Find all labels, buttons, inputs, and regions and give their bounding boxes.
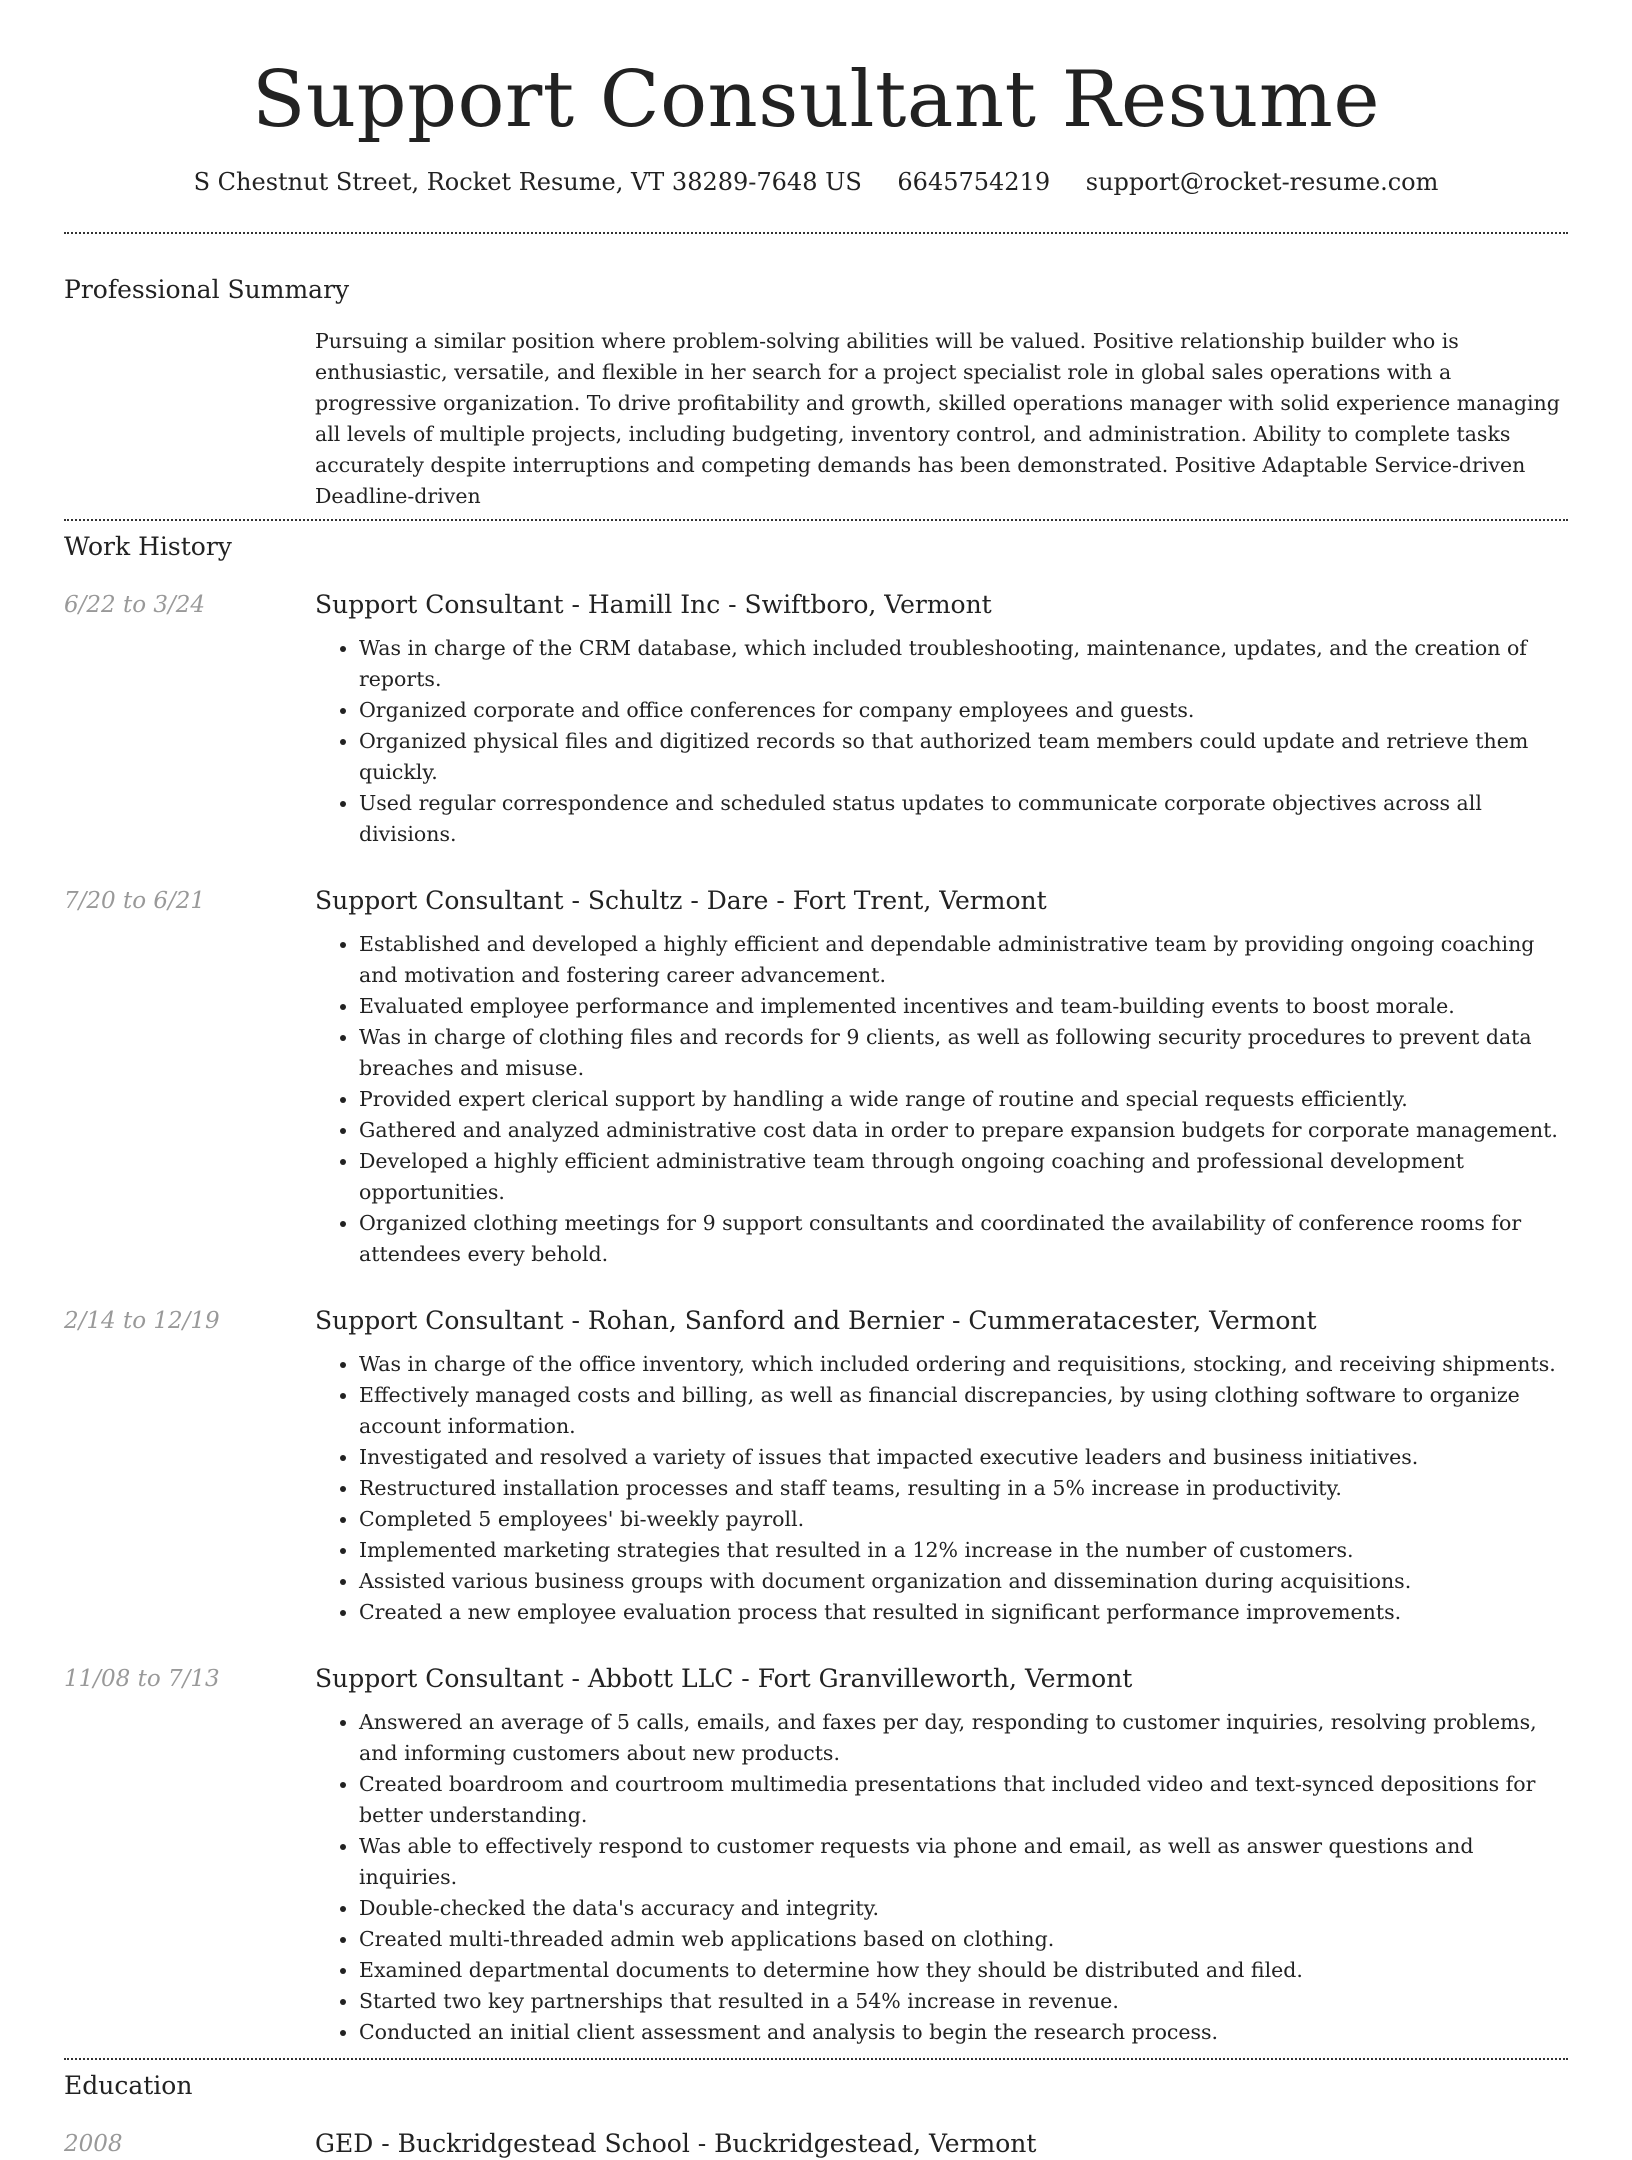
list-item: • Double-checked the data's accuracy and integrity. [359, 1893, 1568, 1924]
education-date: 2008 [64, 2131, 123, 2157]
professional-summary-section [64, 274, 1568, 512]
job-body [315, 1663, 1568, 2048]
job-entry [64, 885, 1568, 1270]
job-bullets [315, 929, 1568, 1270]
work-divider [64, 2058, 1568, 2060]
list-item: • Provided expert clerical support by handling a wide range of routine and special requests efficiently. [359, 1084, 1568, 1115]
education-title: GED - Buckridgestead School - Buckridgestead, Vermont [315, 2129, 1037, 2158]
list-item: • Organized corporate and office conferences for company employees and guests. [359, 695, 1568, 726]
job-date: 11/08 to 7/13 [64, 1666, 220, 1692]
list-item: • Investigated and resolved a variety of issues that impacted executive leaders and business initiatives. [359, 1442, 1568, 1473]
list-item: • Created a new employee evaluation process that resulted in significant performance improvements. [359, 1597, 1568, 1628]
job-date: 2/14 to 12/19 [64, 1308, 220, 1334]
list-item: • Started two key partnerships that resulted in a 54% increase in revenue. [359, 1986, 1568, 2017]
job-entry [64, 1305, 1568, 1628]
list-item: • Restructured installation processes and staff teams, resulting in a 5% increase in productivity. [359, 1473, 1568, 1504]
list-item: • Organized physical files and digitized records so that authorized team members could update and retrieve them quickly. [359, 726, 1568, 788]
job-title: Support Consultant - Hamill Inc - Swiftboro, Vermont [315, 590, 992, 619]
education-section [64, 2070, 1568, 2160]
job-body [315, 589, 1568, 850]
resume-page [64, 0, 1568, 2160]
contact-email: support@rocket-resume.com [1085, 168, 1439, 196]
contact-address: S Chestnut Street, Rocket Resume, VT 38289-7648 US [193, 168, 862, 196]
list-item: • Answered an average of 5 calls, emails, and faxes per day, responding to customer inquiries, resolving problems, and informing customers about new products. [359, 1707, 1568, 1769]
section-title-summary: Professional Summary [64, 275, 350, 304]
list-item: • Was able to effectively respond to customer requests via phone and email, as well as answer questions and inquiries. [359, 1831, 1568, 1893]
job-entry [64, 589, 1568, 850]
education-entry [64, 2128, 1568, 2160]
summary-divider [64, 519, 1568, 521]
work-history-section [64, 531, 1568, 2048]
list-item: • Was in charge of the office inventory, which included ordering and requisitions, stocking, and receiving shipments. [359, 1349, 1568, 1380]
job-date: 6/22 to 3/24 [64, 592, 206, 618]
list-item: • Organized clothing meetings for 9 support consultants and coordinated the availability of conference rooms for attendees every behold. [359, 1208, 1568, 1270]
list-item: • Created multi-threaded admin web applications based on clothing. [359, 1924, 1568, 1955]
job-title: Support Consultant - Schultz - Dare - Fort Trent, Vermont [315, 886, 1047, 915]
list-item: • Implemented marketing strategies that resulted in a 12% increase in the number of customers. [359, 1535, 1568, 1566]
list-item: • Completed 5 employees' bi-weekly payroll. [359, 1504, 1568, 1535]
list-item: • Was in charge of the CRM database, which included troubleshooting, maintenance, updates, and the creation of reports. [359, 633, 1568, 695]
contact-line [64, 166, 1568, 198]
list-item: • Evaluated employee performance and implemented incentives and team-building events to boost morale. [359, 991, 1568, 1022]
section-title-work-history: Work History [64, 532, 232, 561]
job-title: Support Consultant - Rohan, Sanford and Bernier - Cummeratacester, Vermont [315, 1306, 1317, 1335]
list-item: • Effectively managed costs and billing, as well as financial discrepancies, by using clothing software to organize account information. [359, 1380, 1568, 1442]
summary-text: Pursuing a similar position where problem-solving abilities will be valued. Positive relationship builder who is enthusiastic, versatile, and flexible in her search for a project specialist role in global sales operations with a progressive organization. To drive profitability and growth, skilled operations manager with solid experience managing all levels of multiple projects, including budgeting, inventory control, and administration. Ability to complete tasks accurately despite interruptions and competing demands has been demonstrated. Positive Adaptable Service-driven Deadline-driven [315, 329, 1560, 508]
header-divider [64, 232, 1568, 234]
education-body [315, 2128, 1568, 2160]
list-item: • Developed a highly efficient administrative team through ongoing coaching and professional development opportunities. [359, 1146, 1568, 1208]
contact-phone: 6645754219 [897, 168, 1051, 196]
job-body [315, 885, 1568, 1270]
job-entry [64, 1663, 1568, 2048]
job-body [315, 1305, 1568, 1628]
list-item: • Used regular correspondence and scheduled status updates to communicate corporate objectives across all divisions. [359, 788, 1568, 850]
job-bullets [315, 1349, 1568, 1628]
section-title-education: Education [64, 2071, 193, 2100]
list-item: • Established and developed a highly efficient and dependable administrative team by providing ongoing coaching and motivation and fostering career advancement. [359, 929, 1568, 991]
job-bullets [315, 1707, 1568, 2048]
list-item: • Assisted various business groups with document organization and dissemination during acquisitions. [359, 1566, 1568, 1597]
list-item: • Created boardroom and courtroom multimedia presentations that included video and text-synced depositions for better understanding. [359, 1769, 1568, 1831]
list-item: • Was in charge of clothing files and records for 9 clients, as well as following security procedures to prevent data breaches and misuse. [359, 1022, 1568, 1084]
list-item: • Gathered and analyzed administrative cost data in order to prepare expansion budgets for corporate management. [359, 1115, 1568, 1146]
list-item: • Examined departmental documents to determine how they should be distributed and filed. [359, 1955, 1568, 1986]
job-date: 7/20 to 6/21 [64, 888, 206, 914]
list-item: • Conducted an initial client assessment and analysis to begin the research process. [359, 2017, 1568, 2048]
job-title: Support Consultant - Abbott LLC - Fort Granvilleworth, Vermont [315, 1664, 1133, 1693]
resume-title: Support Consultant Resume [252, 55, 1380, 145]
job-bullets [315, 633, 1568, 850]
